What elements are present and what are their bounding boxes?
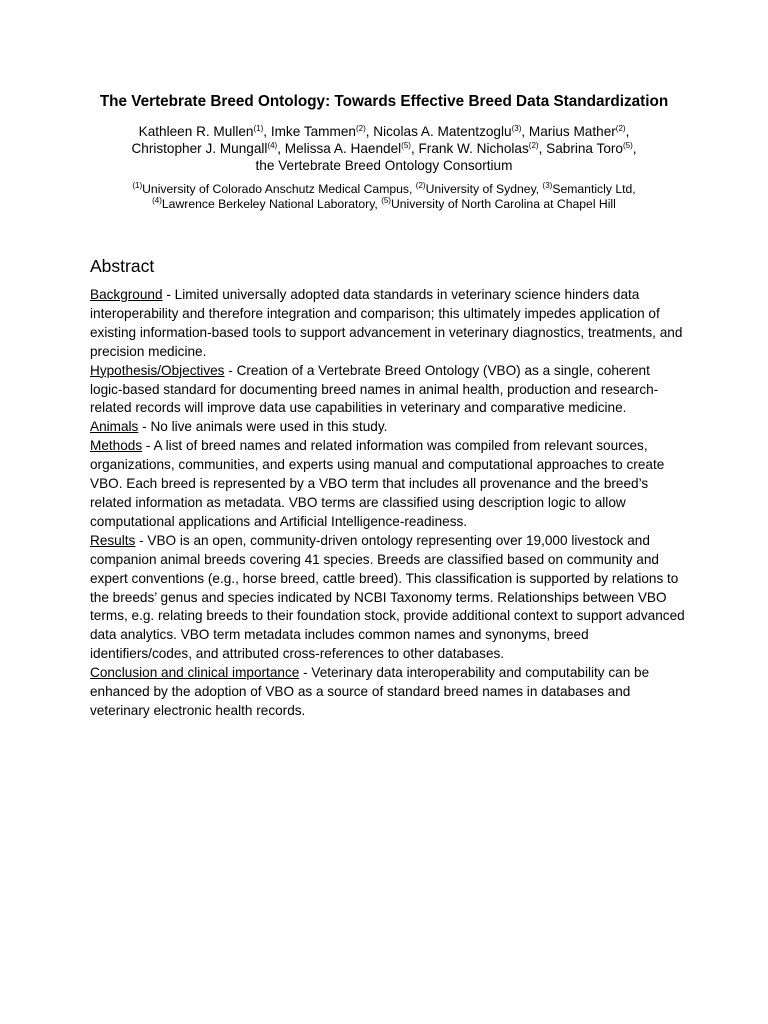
author-affiliation-mark: (2) [355,124,366,133]
author-separator: , [365,124,374,139]
section-text: - A list of breed names and related information was compiled from relevant sources, organizations, communities, and experts using manual and computational approaches to create VBO. Each breed is represented by a VBO term that includes all provenance and the breed’s related information as metadata. VBO terms are classified using description logic to allow computational applications and Artificial Intelligence-readiness. [90,438,665,529]
affiliation-name: University of Colorado Anschutz Medical Campus [142,182,410,196]
author-name: Nicolas A. Matentzoglu [373,124,512,139]
section-label: Conclusion and clinical importance [90,665,300,681]
section-text: - VBO is an open, community-driven ontology representing over 19,000 livestock and companion animal breeds covering 41 species. Breeds are classified based on community and expert conventions (e.g., horse breed, cattle breed). This classification is supported by relations to the breeds’ genus and species indicated by NCBI Taxonomy terms. Relationships between VBO terms, e.g. relating breeds to their foundation stock, provide additional context to support advanced data analytics. VBO term metadata includes common names and synonyms, breed identifiers/codes, and attributed cross-references to other databases. [90,532,685,662]
author-name: Melissa A. Haendel [284,141,402,156]
consortium-line: the Vertebrate Breed Ontology Consortium [255,158,513,173]
section-text: - Limited universally adopted data standards in veterinary science hinders data interoperability and therefore integration and comparison; this ultimately impedes application of existing information-based tools to support advancement in veterinary diagnostics, treatments, and precision medicine. [90,287,683,359]
author-line-2 [0,140,768,157]
author-separator: , [538,141,547,156]
author-name: Sabrina Toro [546,141,623,156]
section-text: - Veterinary data interoperability and computability can be enhanced by the adoption of VBO as a source of standard breed names in databases and veterinary electronic health records. [90,665,650,718]
affiliation-list [0,182,768,212]
affiliation-line-1 [0,182,768,197]
affiliation-mark: (1) [132,181,143,190]
section-label: Background [90,287,163,302]
author-affiliation-mark: (2) [528,141,539,150]
abstract-section-background [90,286,685,362]
author-affiliation-mark: (5) [622,141,633,150]
affiliation-name: Lawrence Berkeley National Laboratory [161,197,375,211]
abstract-section-results [90,532,685,664]
abstract-section-conclusion [90,664,685,721]
section-text: - No live animals were used in this study. [138,419,388,435]
author-separator: , [410,141,419,156]
section-text: - Creation of a Vertebrate Breed Ontology (VBO) as a single, coherent logic-based standard for documenting breed names in animal health, production and research-related records will improve data use capabilities in veterinary and comparative medicine. [90,362,659,416]
affiliation-separator: , [409,182,416,196]
abstract-heading: Abstract [90,256,155,276]
author-name: Imke Tammen [270,124,356,139]
author-affiliation-mark: (5) [401,141,411,150]
author-name: Frank W. Nicholas [418,141,529,156]
affiliation-mark: (3) [542,181,553,190]
author-affiliation-mark: (4) [267,141,278,150]
affiliation-name: University of Sydney [425,182,536,196]
affiliation-line-2 [0,197,768,212]
section-label: Hypothesis/Objectives [90,362,225,378]
author-separator: , [632,141,637,156]
paper-title: The Vertebrate Breed Ontology: Towards Effective Breed Data Standardization [99,93,669,110]
affiliation-mark: (2) [415,181,426,190]
abstract-section-hypothesis [90,362,685,419]
author-name: Kathleen R. Mullen [138,124,254,139]
section-label: Animals [90,419,139,435]
section-label: Results [90,532,136,548]
author-affiliation-mark: (2) [615,124,626,133]
author-separator: , [277,141,285,156]
affiliation-separator: , [632,182,636,196]
author-list [0,123,768,174]
author-affiliation-mark: (3) [511,124,522,133]
affiliation-separator: , [535,182,543,196]
abstract-body [90,286,685,721]
affiliation-name: Semanticly Ltd [552,182,633,196]
author-name: Christopher J. Mungall [131,141,268,156]
abstract-section-methods [90,437,685,532]
affiliation-separator: , [374,197,382,211]
affiliation-name: University of North Carolina at Chapel Hill [390,197,616,211]
author-separator: , [625,124,630,139]
author-affiliation-mark: (1) [253,124,264,133]
affiliation-mark: (5) [381,196,391,205]
author-line-1 [0,123,768,140]
affiliation-mark: (4) [152,196,162,205]
section-label: Methods [90,438,143,454]
author-separator: , [263,124,271,139]
abstract-section-animals [90,418,685,437]
author-separator: , [521,124,529,139]
author-name: Marius Mather [528,124,616,139]
